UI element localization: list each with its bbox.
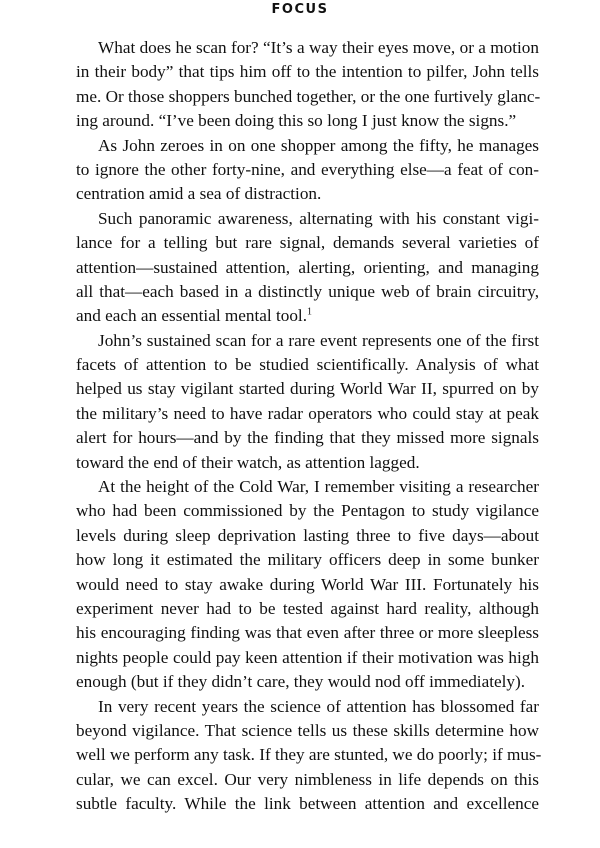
paragraph xyxy=(76,475,539,695)
text-line: lance for a telling but rare signal, demands several varieties of xyxy=(76,233,539,253)
paragraph xyxy=(76,36,539,134)
text-line: me. Or those shoppers bunched together, or the one furtively glanc- xyxy=(76,86,541,106)
text-line: toward the end of their watch, as attention lagged. xyxy=(76,452,420,472)
text-line: in their body” that tips him off to the intention to pilfer, John tells xyxy=(76,62,539,82)
text-line: alert for hours—and by the finding that they missed more signals xyxy=(76,428,539,448)
text-line: What does he scan for? “It’s a way their eyes move, or a motion xyxy=(98,38,539,57)
text-line: beyond vigilance. That science tells us these skills determine how xyxy=(76,720,539,740)
paragraph xyxy=(76,134,539,207)
text-line: experiment never had to be tested against hard reality, although xyxy=(76,598,539,618)
text-line: how long it estimated the military officers deep in some bunker xyxy=(76,550,539,570)
text-line: the military’s need to have radar operators who could stay at peak xyxy=(76,403,539,423)
text-line: and each an essential mental tool.$^1$ xyxy=(76,306,312,326)
text-line: all that—each based in a distinctly unique web of brain circuitry, xyxy=(76,281,539,301)
paragraph xyxy=(76,329,539,475)
text-line: John’s sustained scan for a rare event represents one of the first xyxy=(98,330,539,350)
text-line: At the height of the Cold War, I remember visiting a researcher xyxy=(98,477,539,497)
body-text xyxy=(76,36,542,817)
paragraph xyxy=(76,695,542,817)
text-line: who had been commissioned by the Pentagon to study vigilance xyxy=(76,501,539,521)
text-line: would need to stay awake during World War III. Fortunately his xyxy=(76,574,539,594)
text-line: nights people could pay keen attention if their motivation was high xyxy=(76,647,539,667)
text-line: well we perform any task. If they are stunted, we do poorly; if mus- xyxy=(76,745,542,765)
running-head: FOCUS xyxy=(271,2,329,17)
text-line: Such panoramic awareness, alternating with his constant vigi- xyxy=(98,208,539,228)
text-line: attention—sustained attention, alerting, orienting, and managing xyxy=(76,257,539,277)
text-line: levels during sleep deprivation lasting three to five days—about xyxy=(76,525,539,545)
text-line: helped us stay vigilant started during World War II, spurred on by xyxy=(76,379,539,399)
text-line: As John zeroes in on one shopper among the fifty, he manages xyxy=(98,135,539,155)
text-line: cular, we can excel. Our very nimbleness in life depends on this xyxy=(76,769,539,789)
text-line: enough (but if they didn’t care, they would nod off immediately). xyxy=(76,672,525,692)
text-line: ing around. “I’ve been doing this so long I just know the signs.” xyxy=(76,111,517,131)
text-line: In very recent years the science of attention has blossomed far xyxy=(98,696,539,716)
text-line: to ignore the other forty-nine, and everything else—a feat of con- xyxy=(76,159,539,179)
text-line: facets of attention to be studied scientifically. Analysis of what xyxy=(76,355,539,375)
text-line: centration amid a sea of distraction. xyxy=(76,184,322,204)
text-line: his encouraging finding was that even after three or more sleepless xyxy=(76,623,539,643)
paragraph xyxy=(76,207,539,329)
text-line: subtle faculty. While the link between attention and excellence xyxy=(76,794,539,814)
footnote-marker[interactable]: 1 xyxy=(307,306,312,318)
